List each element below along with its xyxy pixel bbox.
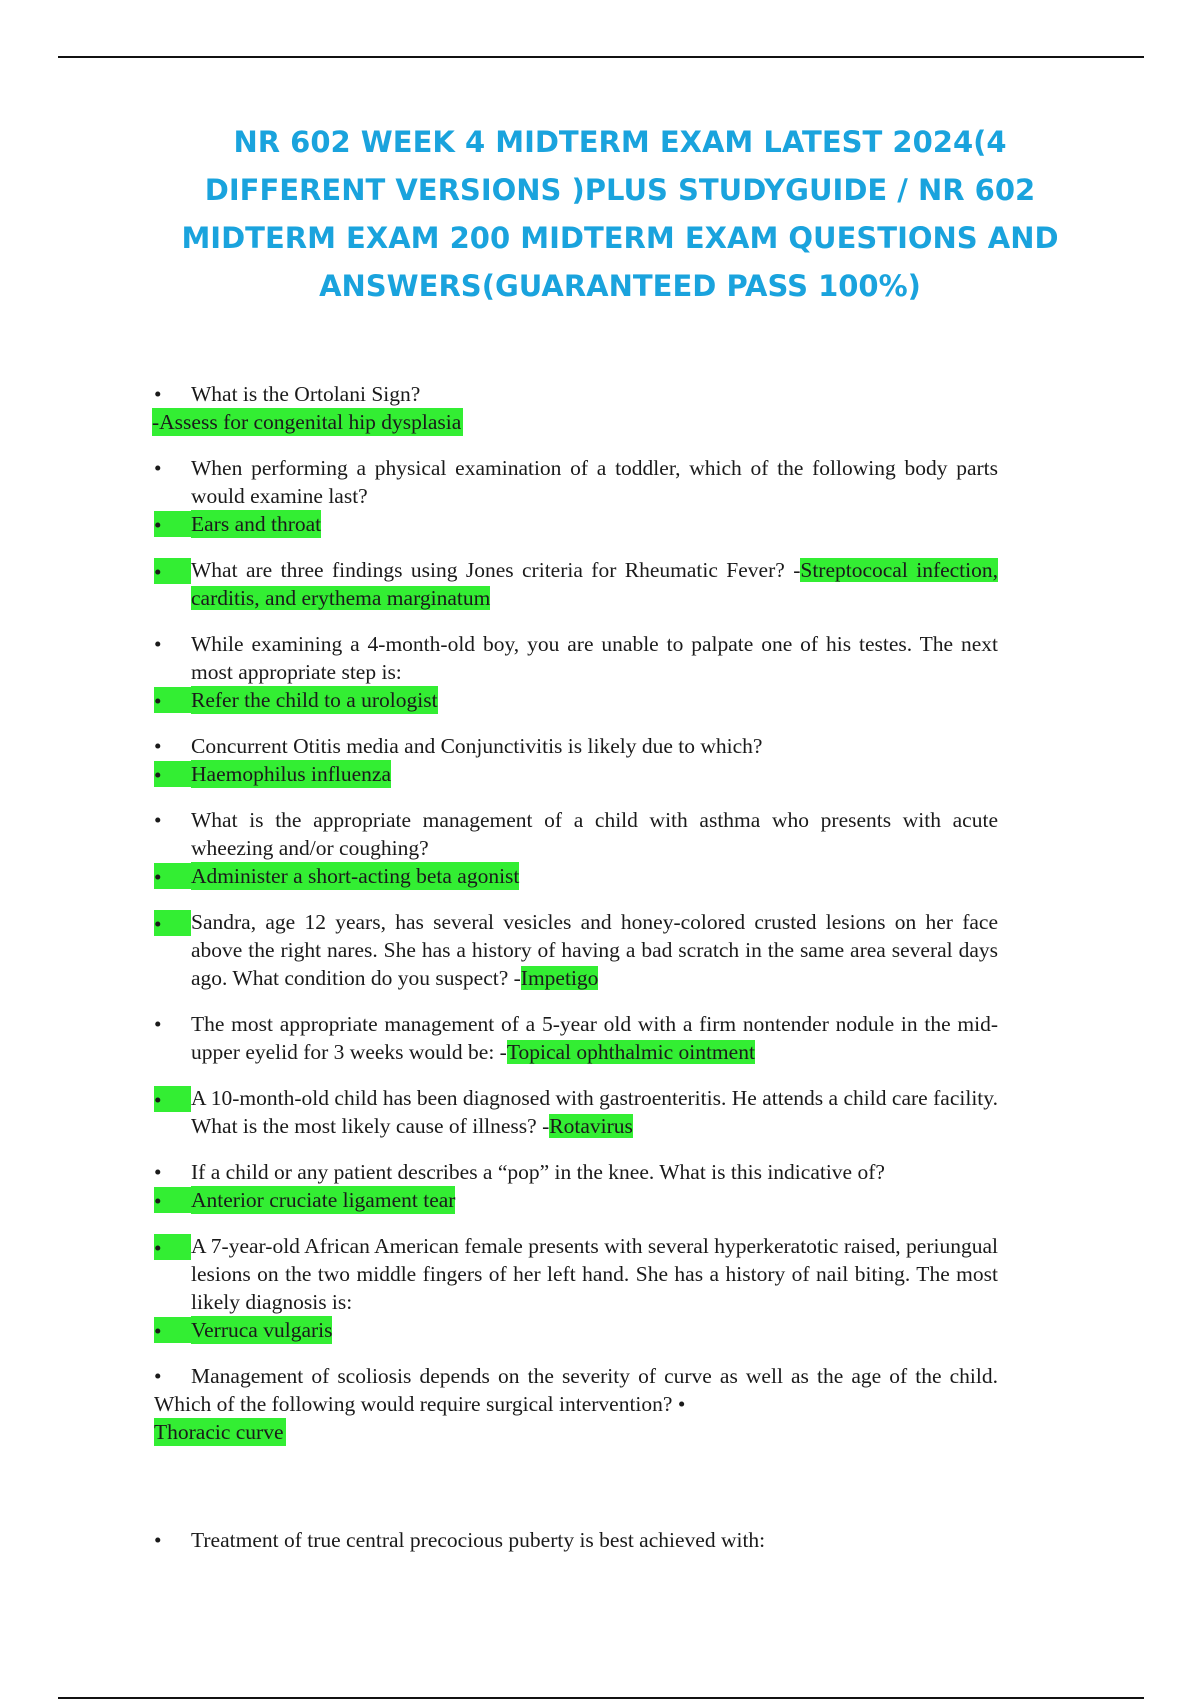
qa-item: [154, 1362, 998, 1446]
bullet-highlight: •: [154, 511, 191, 537]
bullet-highlight: •: [154, 558, 191, 584]
question-text: Concurrent Otitis media and Conjunctivitis is likely due to which?: [191, 734, 763, 758]
bullet: •: [154, 632, 162, 656]
bullet: •: [154, 1364, 162, 1388]
question-text: The most appropriate management of a 5-year old with a firm nontender nodule in the mid- upper eyelid for 3 weeks would be: -: [191, 1012, 998, 1064]
bullet: •: [154, 382, 162, 406]
answer-highlight: -Assess for congenital hip dysplasia: [152, 410, 462, 434]
question: [154, 1010, 998, 1066]
question: [154, 556, 998, 612]
document-title: NR 602 WEEK 4 MIDTERM EXAM LATEST 2024(4 DIFFERENT VERSIONS )PLUS STUDYGUIDE / NR 602 MIDTERM EXAM 200 MIDTERM EXAM QUESTIONS AND ANSWERS(GUARANTEED PASS 100%): [181, 125, 1059, 303]
answer: [154, 1316, 998, 1344]
bullet-highlight: •: [154, 1234, 191, 1260]
qa-item: [154, 1232, 998, 1344]
qa-item: [154, 806, 998, 890]
qa-list: [154, 380, 998, 1572]
qa-item: [154, 732, 998, 788]
question: [154, 380, 998, 408]
answer-highlight: Administer a short-acting beta agonist: [191, 864, 520, 888]
question: [154, 908, 998, 992]
question-text: Management of scoliosis depends on the severity of curve as well as the age of the child. Which of the following would require surgical intervention? •: [154, 1364, 998, 1416]
question: [154, 1526, 998, 1554]
question: [154, 630, 998, 686]
bullet: •: [154, 1012, 162, 1036]
answer: [154, 510, 998, 538]
qa-item: [154, 556, 998, 612]
spacer: [154, 1464, 998, 1526]
bullet: •: [154, 734, 162, 758]
question-text: If a child or any patient describes a “pop” in the knee. What is this indicative of?: [191, 1160, 885, 1184]
qa-item: [154, 1010, 998, 1066]
qa-item: [154, 454, 998, 538]
answer-highlight: Refer the child to a urologist: [191, 688, 438, 712]
question-text: What is the Ortolani Sign?: [191, 382, 421, 406]
question-text: Sandra, age 12 years, has several vesicles and honey-colored crusted lesions on her face above the right nares. She has a history of having a bad scratch in the same area several days ago. What condition do you suspect? -: [191, 910, 998, 990]
qa-item: [154, 1526, 998, 1554]
bullet-highlight: •: [154, 1317, 191, 1343]
bullet: •: [154, 1528, 162, 1552]
bullet-highlight: •: [154, 761, 191, 787]
top-rule: [58, 56, 1144, 58]
answer: [154, 862, 998, 890]
qa-item: [154, 380, 998, 436]
question: [154, 454, 998, 510]
question-text: What is the appropriate management of a child with asthma who presents with acute wheezing and/or coughing?: [191, 808, 998, 860]
bottom-rule: [58, 1697, 1144, 1699]
bullet: •: [154, 808, 162, 832]
question: [154, 806, 998, 862]
answer: [154, 760, 998, 788]
qa-item: [154, 1084, 998, 1140]
question-text: While examining a 4-month-old boy, you are unable to palpate one of his testes. The next most appropriate step is:: [191, 632, 998, 684]
answer-highlight: Haemophilus influenza: [191, 762, 392, 786]
answer-highlight: Anterior cruciate ligament tear: [191, 1188, 456, 1212]
question: [154, 1084, 998, 1140]
answer-highlight: Verruca vulgaris: [191, 1318, 333, 1342]
answer-highlight: Topical ophthalmic ointment: [506, 1040, 755, 1064]
answer-highlight: Ears and throat: [191, 512, 322, 536]
question: [154, 732, 998, 760]
question-text: A 10-month-old child has been diagnosed with gastroenteritis. He attends a child care facility. What is the most likely cause of illness? -: [191, 1086, 998, 1138]
answer-highlight: Impetigo: [520, 966, 599, 990]
qa-item: [154, 908, 998, 992]
bullet-highlight: •: [154, 1086, 191, 1112]
qa-item: [154, 1158, 998, 1214]
answer-highlight: Rotavirus: [549, 1114, 633, 1138]
question-text: Treatment of true central precocious puberty is best achieved with:: [191, 1528, 766, 1552]
bullet-highlight: •: [154, 1187, 191, 1213]
question: [154, 1158, 998, 1186]
question-text: What are three findings using Jones criteria for Rheumatic Fever? -: [191, 558, 801, 582]
answer-highlight: Streptococal infection, carditis, and erythema marginatum: [191, 558, 999, 610]
answer: [154, 1186, 998, 1214]
question: [154, 1232, 998, 1316]
bullet-highlight: •: [154, 687, 191, 713]
question: [154, 1362, 998, 1418]
question-text: A 7-year-old African American female presents with several hyperkeratotic raised, periungual lesions on the two middle fingers of her left hand. She has a history of nail biting. The most likely diagnosis is:: [191, 1234, 998, 1314]
qa-item: [154, 630, 998, 714]
question-text: When performing a physical examination of a toddler, which of the following body parts would examine last?: [191, 456, 998, 508]
bullet: •: [154, 456, 162, 480]
answer: [154, 686, 998, 714]
bullet-highlight: •: [154, 910, 191, 936]
bullet-highlight: •: [154, 863, 191, 889]
answer-highlight: Thoracic curve: [154, 1420, 284, 1444]
bullet: •: [154, 1160, 162, 1184]
